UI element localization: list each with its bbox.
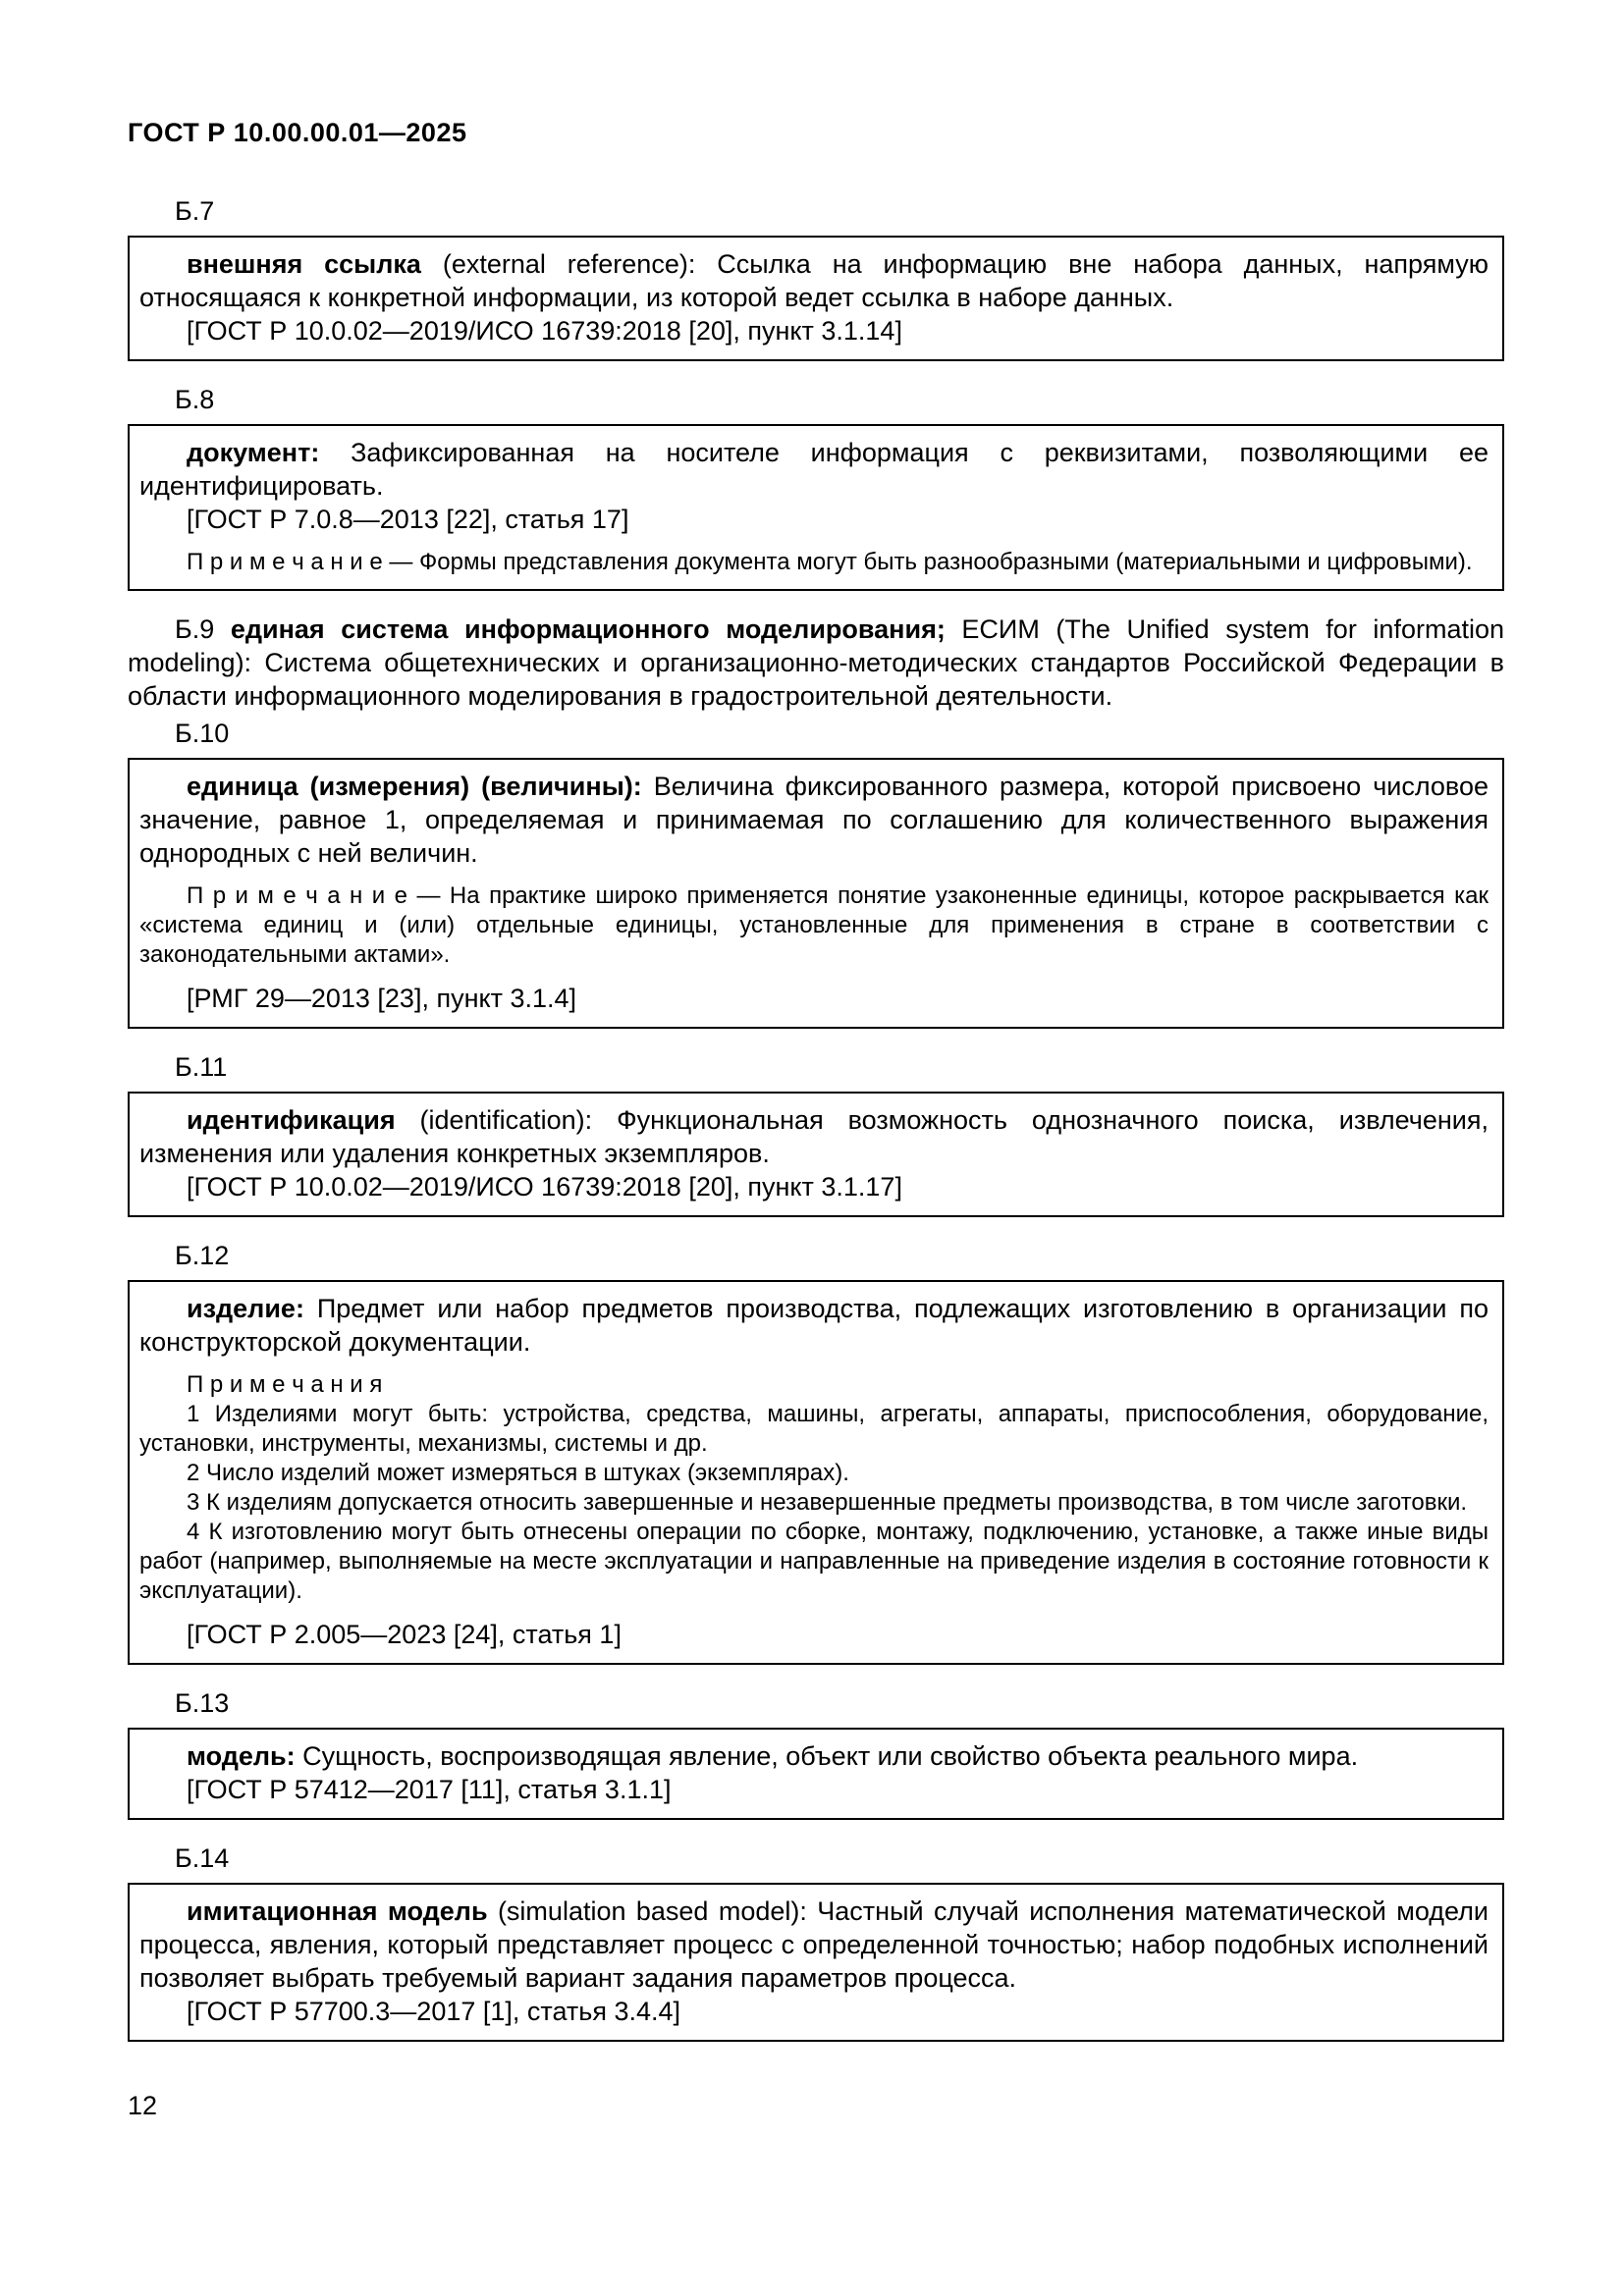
body-text: Б.9	[175, 614, 231, 644]
section-b8	[128, 383, 1504, 591]
body-text: [ГОСТ Р 7.0.8—2013 [22], статья 17]	[187, 505, 629, 534]
body-text: [ГОСТ Р 2.005—2023 [24], статья 1]	[187, 1620, 622, 1649]
body-text: П р и м е ч а н и я	[187, 1371, 383, 1398]
body-text: 1 Изделиями могут быть: устройства, средства, машины, агрегаты, аппараты, приспособления, оборудование, установки, инструменты, механизмы, системы и др.	[139, 1401, 1489, 1457]
term-bold-text: модель:	[187, 1741, 296, 1771]
paragraph	[139, 1618, 1489, 1651]
term-bold-text: внешняя ссылка	[187, 249, 421, 279]
paragraph	[139, 1459, 1489, 1488]
definition-box	[128, 1092, 1504, 1217]
section-label: Б.7	[175, 196, 215, 226]
body-text: [ГОСТ Р 10.0.02—2019/ИСО 16739:2018 [20], пункт 3.1.17]	[187, 1172, 902, 1201]
paragraph	[139, 1400, 1489, 1459]
section-b14	[128, 1842, 1504, 2042]
body-text: 4 К изготовлению могут быть отнесены операции по сборке, монтажу, подключению, установке, а также иные виды работ (например, выполняемые на месте эксплуатации и направленные на приведение изделия в состояние готовности к эксплуатации).	[139, 1519, 1489, 1604]
definition-box	[128, 758, 1504, 1029]
term-bold-text: имитационная модель	[187, 1896, 488, 1926]
body-text: Зафиксированная на носителе информация с реквизитами, позволяющими ее идентифицировать.	[139, 438, 1489, 501]
term-bold-text: документ:	[187, 438, 320, 467]
section-b12	[128, 1239, 1504, 1665]
paragraph	[139, 1895, 1489, 1995]
term-bold-text: идентификация	[187, 1105, 396, 1135]
section-b7	[128, 194, 1504, 361]
paragraph	[139, 1170, 1489, 1203]
definition-box	[128, 236, 1504, 361]
definition-box	[128, 424, 1504, 591]
body-text: 2 Число изделий может измеряться в штуках (экземплярах).	[187, 1460, 849, 1486]
body-text: [РМГ 29—2013 [23], пункт 3.1.4]	[187, 984, 577, 1013]
paragraph	[139, 770, 1489, 870]
paragraph	[139, 1518, 1489, 1606]
paragraph	[139, 548, 1489, 577]
section-label: Б.12	[175, 1241, 230, 1270]
body-text: ЕСИМ (The Unified system for information modeling): Система общетехнических и организационно-методических стандартов Российской Федерации в области информационного моделирования в градостроительной деятельности.	[128, 614, 1504, 711]
body-text: (simulation based model): Частный случай исполнения математической модели процесса, явления, который представляет процесс с определенной точностью; набор подобных исполнений позволяет выбрать требуемый вариант задания параметров процесса.	[139, 1896, 1489, 1993]
paragraph	[139, 314, 1489, 347]
body-text: (identification): Функциональная возможность однозначного поиска, извлечения, изменения или удаления конкретных экземпляров.	[139, 1105, 1489, 1168]
paragraph	[128, 613, 1504, 713]
body-text: [ГОСТ Р 10.0.02—2019/ИСО 16739:2018 [20], пункт 3.1.14]	[187, 316, 902, 346]
body-text: Сущность, воспроизводящая явление, объект или свойство объекта реального мира.	[295, 1741, 1359, 1771]
section-label: Б.14	[175, 1843, 230, 1873]
paragraph	[139, 247, 1489, 314]
section-label: Б.13	[175, 1688, 230, 1718]
section-b13	[128, 1686, 1504, 1820]
paragraph	[139, 1773, 1489, 1806]
section-b9	[128, 613, 1504, 713]
body-text: [ГОСТ Р 57412—2017 [11], статья 3.1.1]	[187, 1775, 672, 1804]
section-label: Б.8	[175, 385, 215, 414]
definition-box	[128, 1280, 1504, 1665]
body-text: 3 К изделиям допускается относить завершенные и незавершенные предметы производства, в том числе заготовки.	[187, 1489, 1468, 1516]
definition-text	[128, 613, 1504, 713]
page-number: 12	[128, 2091, 158, 2120]
paragraph	[139, 1292, 1489, 1359]
section-label: Б.11	[175, 1052, 228, 1082]
paragraph	[139, 1995, 1489, 2028]
section-label: Б.10	[175, 719, 230, 748]
term-bold-text: единая система информационного моделирования;	[230, 614, 946, 644]
body-text: Величина фиксированного размера, которой присвоено числовое значение, равное 1, определяемая и принимаемая по соглашению для количественного выражения однородных с ней величин.	[139, 772, 1489, 868]
document-header: ГОСТ Р 10.00.00.01—2025	[128, 118, 467, 147]
body-text: П р и м е ч а н и е — На практике широко применяется понятие узаконенные единицы, которое раскрывается как «система единиц и (или) отдельные единицы, установленные для применения в стране в соответствии с законодательными актами».	[139, 882, 1489, 968]
paragraph	[139, 503, 1489, 536]
body-text: (external reference): Ссылка на информацию вне набора данных, напрямую относящаяся к конкретной информации, из которой ведет ссылка в наборе данных.	[139, 249, 1489, 312]
body-text: [ГОСТ Р 57700.3—2017 [1], статья 3.4.4]	[187, 1997, 680, 2026]
paragraph	[139, 1103, 1489, 1170]
paragraph	[139, 881, 1489, 970]
term-bold-text: изделие:	[187, 1294, 304, 1323]
paragraph	[139, 982, 1489, 1015]
definition-box	[128, 1728, 1504, 1820]
section-b11	[128, 1050, 1504, 1217]
body-text: Предмет или набор предметов производства, подлежащих изготовлению в организации по конструкторской документации.	[139, 1294, 1489, 1357]
section-b10	[128, 717, 1504, 1029]
paragraph	[139, 1739, 1489, 1773]
term-bold-text: единица (измерения) (величины):	[187, 772, 642, 801]
paragraph	[139, 436, 1489, 503]
paragraph	[139, 1488, 1489, 1518]
body-text: П р и м е ч а н и е — Формы представления документа могут быть разнообразными (материальными и цифровыми).	[187, 549, 1473, 575]
paragraph	[139, 1370, 1489, 1400]
document-body	[128, 194, 1504, 2042]
definition-box	[128, 1883, 1504, 2042]
